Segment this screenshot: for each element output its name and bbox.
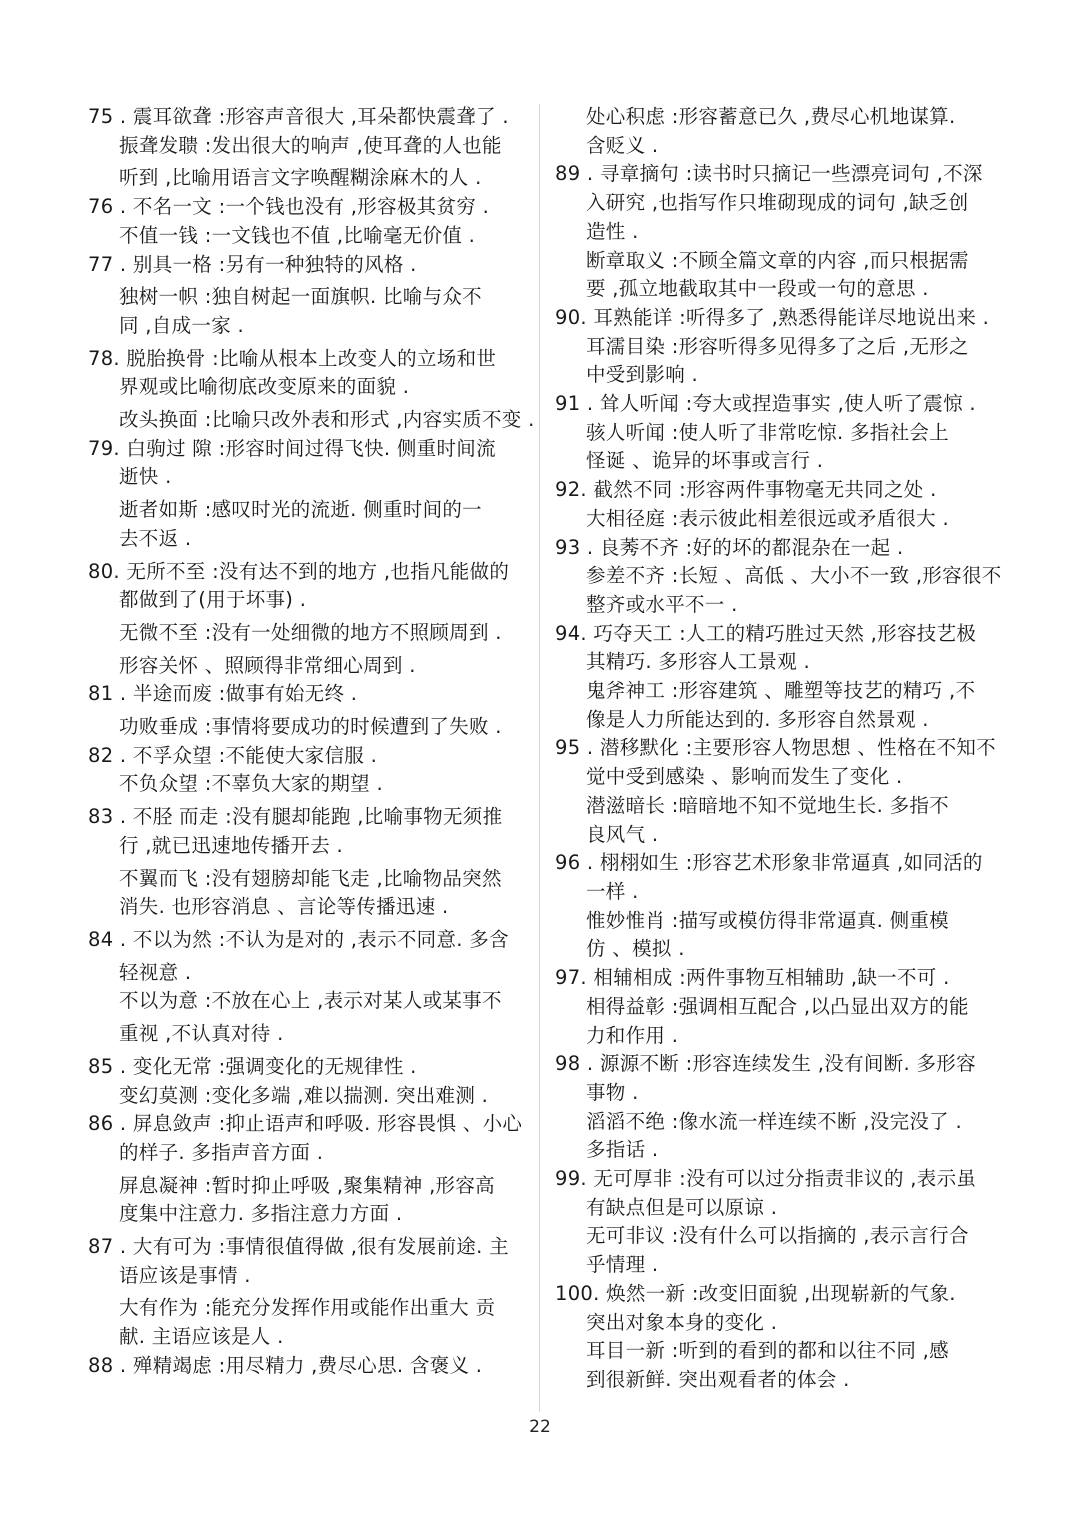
entry-line-continuation: 耳濡目染 :形容听得多见得多了之后 ,无形之 <box>586 334 969 358</box>
entry-line-continuation: 其精巧. 多形容人工景观 . <box>586 650 810 674</box>
entry-line-numbered: 98 . 源源不断 :形容连续发生 ,没有间断. 多形容 <box>555 1052 976 1076</box>
entry-line-continuation: 断章取义 :不顾全篇文章的内容 ,而只根据需 <box>586 248 969 272</box>
entry-line-numbered: 82 . 不孚众望 :不能使大家信服 . <box>88 743 378 767</box>
entry-line-continuation: 不值一钱 :一文钱也不值 ,比喻毫无价值 . <box>119 223 476 247</box>
entry-line-numbered: 96 . 栩栩如生 :形容艺术形象非常逼真 ,如同活的 <box>555 851 983 875</box>
entry-line-continuation: 含贬义 . <box>586 133 659 157</box>
entry-line-numbered: 84 . 不以为然 :不认为是对的 ,表示不同意. 多含 <box>88 927 509 951</box>
entry-line-numbered: 81 . 半途而废 :做事有始无终 . <box>88 682 358 706</box>
entry-line-continuation: 整齐或水平不一 . <box>586 592 738 616</box>
entry-line-continuation: 怪诞 、诡异的坏事或言行 . <box>586 449 824 473</box>
entry-line-numbered: 85 . 变化无常 :强调变化的无规律性 . <box>88 1054 417 1078</box>
entry-line-numbered: 79. 白驹过 隙 :形容时间过得飞快. 侧重时间流 <box>88 436 496 460</box>
entry-line-continuation: 仿 、模拟 . <box>586 937 685 961</box>
entry-line-continuation: 轻视意 . <box>119 960 192 984</box>
entry-line-continuation: 耳目一新 :听到的看到的都和以往不同 ,感 <box>586 1339 949 1363</box>
entry-line-continuation: 界观或比喻彻底改变原来的面貌 . <box>119 375 410 399</box>
right-column <box>555 103 1002 1395</box>
entry-line-continuation: 大有作为 :能充分发挥作用或能作出重大 贡 <box>119 1296 496 1320</box>
entry-line-continuation: 独树一帜 :独自树起一面旗帜. 比喻与众不 <box>119 285 482 309</box>
entry-line-continuation: 觉中受到感染 、影响而发生了变化 . <box>586 765 903 789</box>
entry-line-numbered: 88 . 殚精竭虑 :用尽精力 ,费尽心思. 含褒义 . <box>88 1353 483 1377</box>
entry-line-numbered: 80. 无所不至 :没有达不到的地方 ,也指凡能做的 <box>88 559 510 583</box>
entry-line-numbered: 91 . 耸人听闻 :夸大或捏造事实 ,使人听了震惊 . <box>555 392 976 416</box>
entry-line-numbered: 99. 无可厚非 :没有可以过分指责非议的 ,表示虽 <box>555 1167 977 1191</box>
entry-line-continuation: 行 ,就已迅速地传播开去 . <box>119 833 343 857</box>
entry-line-continuation: 不翼而飞 :没有翅膀却能飞走 ,比喻物品突然 <box>119 866 502 890</box>
entry-line-continuation: 的样子. 多指声音方面 . <box>119 1140 324 1164</box>
entry-line-continuation: 造性 . <box>586 219 639 243</box>
entry-line-continuation: 屏息凝神 :暂时抑止呼吸 ,聚集精神 ,形容高 <box>119 1173 495 1197</box>
entry-line-numbered: 86 . 屏息敛声 :抑止语声和呼吸. 形容畏惧 、小心 <box>88 1112 523 1136</box>
entry-line-continuation: 像是人力所能达到的. 多形容自然景观 . <box>586 707 929 731</box>
page-number: 22 <box>529 1417 551 1437</box>
entry-line-continuation: 语应该是事情 . <box>119 1263 251 1287</box>
entry-line-numbered: 89 . 寻章摘句 :读书时只摘记一些漂亮词句 ,不深 <box>555 162 983 186</box>
entry-line-continuation: 鬼斧神工 :形容建筑 、雕塑等技艺的精巧 ,不 <box>586 679 976 703</box>
column-divider <box>539 104 540 1412</box>
entry-line-continuation: 献. 主语应该是人 . <box>119 1325 284 1349</box>
entry-line-continuation: 度集中注意力. 多指注意力方面 . <box>119 1202 403 1226</box>
entry-line-continuation: 骇人听闻 :使人听了非常吃惊. 多指社会上 <box>586 420 949 444</box>
entry-line-numbered: 94. 巧夺天工 :人工的精巧胜过天然 ,形容技艺极 <box>555 621 977 645</box>
entry-line-continuation: 大相径庭 :表示彼此相差很远或矛盾很大 . <box>586 506 949 530</box>
entry-line-continuation: 重视 ,不认真对待 . <box>119 1022 284 1046</box>
entry-line-continuation: 参差不齐 :长短 、高低 、大小不一致 ,形容很不 <box>586 564 1002 588</box>
left-column <box>88 103 535 1381</box>
entry-line-numbered: 95 . 潜移默化 :主要形容人物思想 、性格在不知不 <box>555 736 996 760</box>
entry-line-continuation: 改头换面 :比喻只改外表和形式 ,内容实质不变 . <box>119 408 535 432</box>
entry-line-numbered: 97. 相辅相成 :两件事物互相辅助 ,缺一不可 . <box>555 966 950 990</box>
entry-line-continuation: 处心积虑 :形容蓄意已久 ,费尽心机地谋算. <box>586 105 956 128</box>
entry-line-continuation: 都做到了(用于坏事) . <box>119 588 307 612</box>
entry-line-continuation: 到很新鲜. 突出观看者的体会 . <box>586 1367 850 1391</box>
entry-line-continuation: 功败垂成 :事情将要成功的时候遭到了失败 . <box>119 715 502 739</box>
entry-line-continuation: 去不返 . <box>119 526 192 550</box>
entry-line-continuation: 多指话 . <box>586 1138 659 1162</box>
entry-line-continuation: 突出对象本身的变化 . <box>586 1310 778 1334</box>
entry-line-continuation: 要 ,孤立地截取其中一段或一句的意思 . <box>586 277 929 301</box>
entry-line-numbered: 93 . 良莠不齐 :好的坏的都混杂在一起 . <box>555 535 904 559</box>
entry-line-continuation: 变幻莫测 :变化多端 ,难以揣测. 突出难测 . <box>119 1083 489 1107</box>
entry-line-continuation: 无可非议 :没有什么可以指摘的 ,表示言行合 <box>586 1224 969 1248</box>
entry-line-continuation: 逝快 . <box>119 465 172 489</box>
entry-line-continuation: 滔滔不绝 :像水流一样连续不断 ,没完没了 . <box>586 1109 962 1133</box>
entry-line-continuation: 不以为意 :不放在心上 ,表示对某人或某事不 <box>119 989 502 1013</box>
entry-line-numbered: 75 . 震耳欲聋 :形容声音很大 ,耳朵都快震聋了 . <box>88 105 509 128</box>
entry-line-continuation: 入研究 ,也指写作只堆砌现成的词句 ,缺乏创 <box>586 191 969 215</box>
entry-line-numbered: 76 . 不名一文 :一个钱也没有 ,形容极其贫穷 . <box>88 195 490 219</box>
entry-line-continuation: 事物 . <box>586 1080 639 1104</box>
entry-line-numbered: 90. 耳熟能详 :听得多了 ,熟悉得能详尽地说出来 . <box>555 305 990 329</box>
entry-line-continuation: 惟妙惟肖 :描写或模仿得非常逼真. 侧重模 <box>586 908 949 932</box>
entry-line-continuation: 消失. 也形容消息 、言论等传播迅速 . <box>119 895 449 919</box>
entry-line-continuation: 良风气 . <box>586 822 659 846</box>
entry-line-continuation: 有缺点但是可以原谅 . <box>586 1195 778 1219</box>
entry-line-continuation: 听到 ,比喻用语言文字唤醒糊涂麻木的人 . <box>119 166 482 190</box>
entry-line-numbered: 78. 脱胎换骨 :比喻从根本上改变人的立场和世 <box>88 346 497 370</box>
entry-line-continuation: 不负众望 :不辜负大家的期望 . <box>119 772 383 796</box>
entry-line-numbered: 77 . 别具一格 :另有一种独特的风格 . <box>88 252 417 276</box>
entry-line-continuation: 形容关怀 、照顾得非常细心周到 . <box>119 653 416 677</box>
entry-line-continuation: 中受到影响 . <box>586 363 698 387</box>
entry-line-continuation: 相得益彰 :强调相互配合 ,以凸显出双方的能 <box>586 994 969 1018</box>
entry-line-numbered: 100. 焕然一新 :改变旧面貌 ,出现崭新的气象. <box>555 1281 956 1305</box>
entry-line-continuation: 一样 . <box>586 879 639 903</box>
entry-line-continuation: 乎情理 . <box>586 1253 659 1277</box>
entry-line-continuation: 逝者如斯 :感叹时光的流逝. 侧重时间的一 <box>119 498 482 522</box>
entry-line-continuation: 振聋发聩 :发出很大的响声 ,使耳聋的人也能 <box>119 133 502 157</box>
entry-line-numbered: 87 . 大有可为 :事情很值得做 ,很有发展前途. 主 <box>88 1235 509 1259</box>
entry-line-continuation: 潜滋暗长 :暗暗地不知不觉地生长. 多指不 <box>586 793 949 817</box>
entry-line-numbered: 83 . 不胫 而走 :没有腿却能跑 ,比喻事物无须推 <box>88 805 503 829</box>
entry-line-continuation: 力和作用 . <box>586 1023 679 1047</box>
entry-line-continuation: 同 ,自成一家 . <box>119 313 244 337</box>
entry-line-continuation: 无微不至 :没有一处细微的地方不照顾周到 . <box>119 620 502 644</box>
entry-line-numbered: 92. 截然不同 :形容两件事物毫无共同之处 . <box>555 478 937 502</box>
